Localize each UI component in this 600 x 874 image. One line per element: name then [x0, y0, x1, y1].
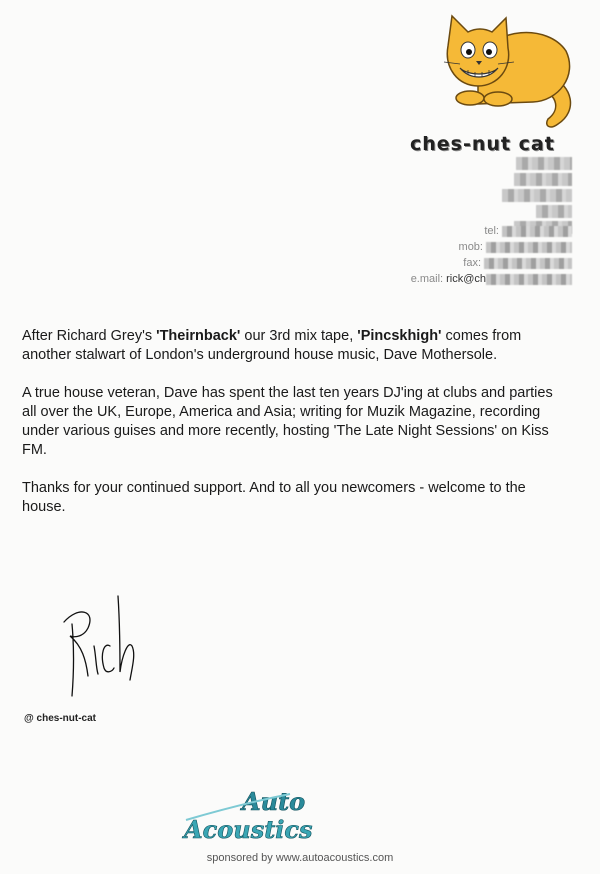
mob-label: mob: [458, 241, 483, 253]
fax-value-redacted [484, 258, 572, 269]
email-value: rick@ch [446, 273, 486, 285]
mix-title-previous: 'Theirnback' [156, 328, 241, 344]
tel-label: tel: [484, 225, 499, 237]
mix-title-current: 'Pincskhigh' [357, 328, 442, 344]
contact-details [372, 223, 572, 287]
mob-row [372, 239, 572, 255]
address-line-redacted [536, 205, 572, 218]
logo-word-auto: Auto [242, 787, 306, 816]
address-line-redacted [514, 173, 572, 186]
text-span: comes from another stalwart of London's underground house music, Dave Mothersole. [22, 328, 522, 363]
text-span: After Richard Grey's [22, 328, 157, 344]
paragraph-bio: A true house veteran, Dave has spent the last ten years DJ'ing at clubs and parties all over the UK, Europe, America and Asia; writing for Muzik Magazine, recording under various guises and more recently, hosting 'The Late Night Sessions' on Kiss FM. [22, 385, 553, 458]
cat-icon [438, 6, 578, 138]
fax-label: fax: [463, 257, 481, 269]
paragraph-intro [22, 327, 562, 365]
letter-body [22, 327, 562, 536]
signature-handle: @ ches-nut-cat [24, 713, 96, 724]
tel-row [372, 223, 572, 239]
handwritten-signature [48, 576, 138, 706]
auto-acoustics-logo [180, 780, 340, 850]
address-line-redacted [502, 189, 572, 202]
tel-value-redacted [502, 226, 572, 237]
text-span: our 3rd mix tape, [240, 328, 358, 344]
brand-name: ches-nut cat [410, 133, 555, 155]
sponsor-credit: sponsored by www.autoacoustics.com [206, 852, 394, 864]
mob-value-redacted [486, 242, 572, 253]
paragraph-thanks: Thanks for your continued support. And to all you newcomers - welcome to the house. [22, 480, 526, 515]
email-row [372, 271, 572, 287]
fax-row [372, 255, 572, 271]
address-line-redacted [516, 157, 572, 170]
logo-word-acoustics: Acoustics [184, 815, 313, 844]
email-value-redacted [486, 274, 572, 285]
email-label: e.mail: [410, 273, 444, 285]
